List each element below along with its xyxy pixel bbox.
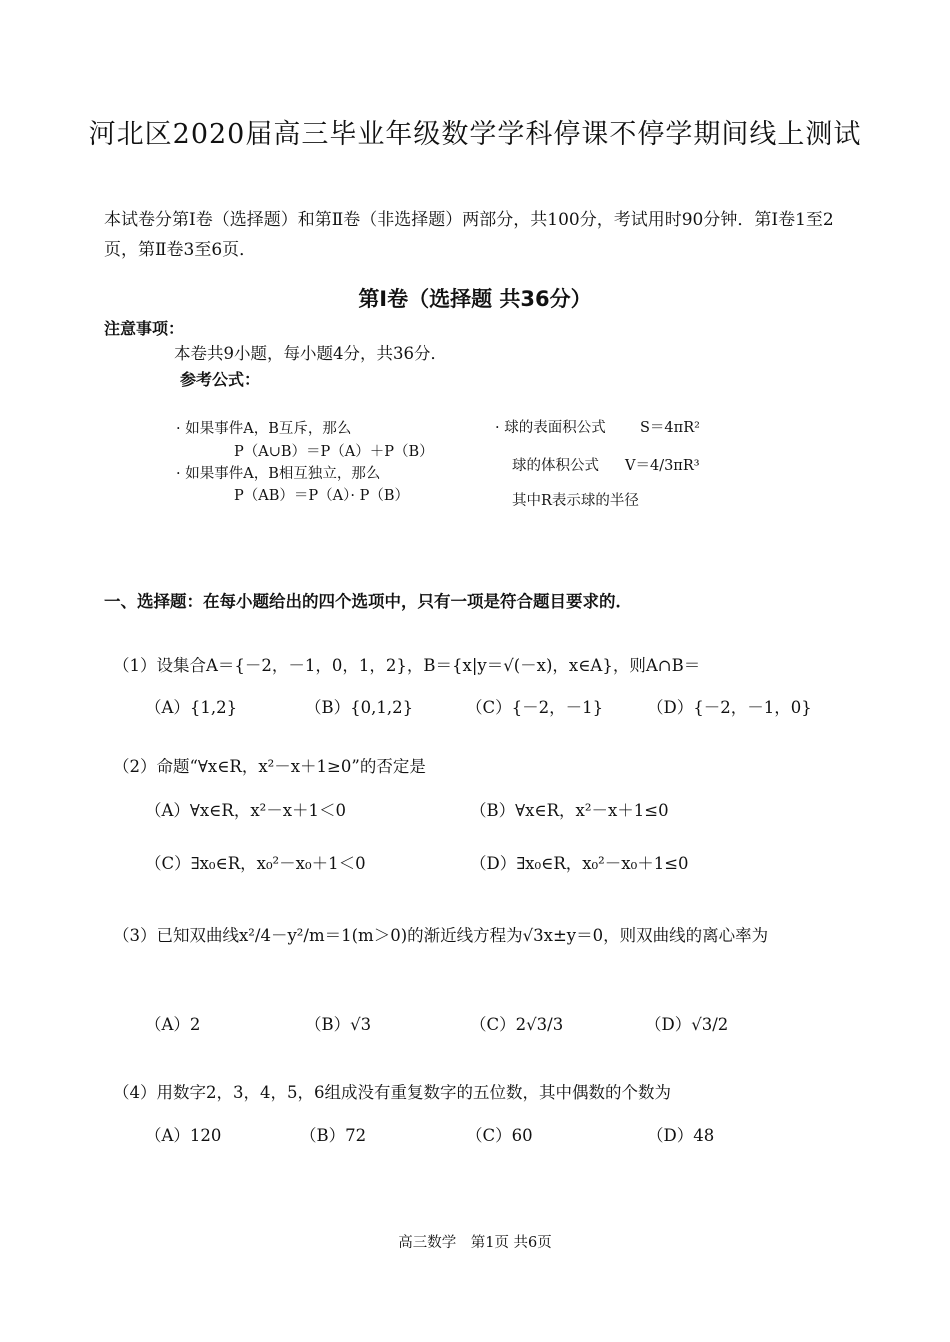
question-3-stem: （3）已知双曲线x²/4－y²/m＝1(m＞0)的渐近线方程为√3x±y＝0，则双曲线的离心率为 xyxy=(113,926,769,945)
question-4-option-a: （A）120 xyxy=(145,1126,222,1145)
part1-heading: 一、选择题：在每小题给出的四个选项中，只有一项是符合题目要求的． xyxy=(104,592,632,611)
formula-sphere-vol-eq: V＝4/3πR³ xyxy=(625,458,700,474)
formula-sphere-area-label: · 球的表面积公式 xyxy=(495,420,606,436)
question-1-option-a: （A）{1,2} xyxy=(145,698,238,717)
formula-sphere-area-eq: S＝4πR² xyxy=(640,420,700,436)
formula-label: 参考公式： xyxy=(180,370,261,389)
question-4-option-b: （B）72 xyxy=(300,1126,367,1145)
formula-mutex-text: · 如果事件A，B互斥，那么 xyxy=(176,421,352,437)
question-2-option-c: （C）∃x₀∈R，x₀²－x₀＋1＜0 xyxy=(145,854,366,873)
question-2-option-a: （A）∀x∈R，x²－x＋1＜0 xyxy=(145,801,347,820)
exam-title: 河北区2020届高三毕业年级数学学科停课不停学期间线上测试 xyxy=(88,119,862,150)
question-1-option-c: （C）{－2，－1} xyxy=(466,698,604,717)
question-3-option-c: （C）2√3/3 xyxy=(470,1015,564,1034)
question-3-option-d: （D）√3/2 xyxy=(645,1015,729,1034)
question-1-option-d: （D）{－2，－1，0} xyxy=(647,698,812,717)
question-4-option-d: （D）48 xyxy=(647,1126,715,1145)
question-4-stem: （4）用数字2，3，4，5，6组成没有重复数字的五位数，其中偶数的个数为 xyxy=(113,1083,671,1102)
formula-radius-note: 其中R表示球的半径 xyxy=(512,493,639,509)
question-2-option-b: （B）∀x∈R，x²－x＋1≤0 xyxy=(470,801,669,820)
question-1-stem: （1）设集合A＝{－2，－1，0，1，2}，B＝{x|y＝√(－x)，x∈A}，则A∩B＝ xyxy=(113,656,701,675)
notes-label: 注意事项： xyxy=(104,319,185,338)
question-2-option-d: （D）∃x₀∈R，x₀²－x₀＋1≤0 xyxy=(470,854,689,873)
formula-mutex-eq: P（A∪B）＝P（A）＋P（B） xyxy=(234,444,434,460)
page-footer: 高三数学 第1页 共6页 xyxy=(398,1235,552,1251)
section-title: 第Ⅰ卷（选择题 共36分） xyxy=(358,287,592,311)
question-2-stem: （2）命题“∀x∈R，x²－x＋1≥0”的否定是 xyxy=(113,757,426,776)
question-3-option-b: （B）√3 xyxy=(305,1015,372,1034)
exam-intro: 本试卷分第Ⅰ卷（选择题）和第Ⅱ卷（非选择题）两部分，共100分，考试用时90分钟．第Ⅰ卷1至2页，第Ⅱ卷3至6页． xyxy=(104,210,834,260)
question-4-option-c: （C）60 xyxy=(466,1126,533,1145)
formula-indep-eq: P（AB）＝P（A）· P（B） xyxy=(234,488,409,504)
notes-text: 本卷共9小题，每小题4分，共36分． xyxy=(174,344,447,363)
formula-sphere-vol-label: 球的体积公式 xyxy=(512,458,599,474)
formula-indep-text: · 如果事件A，B相互独立，那么 xyxy=(176,466,381,482)
question-3-option-a: （A）2 xyxy=(145,1015,201,1034)
question-1-option-b: （B）{0,1,2} xyxy=(305,698,414,717)
